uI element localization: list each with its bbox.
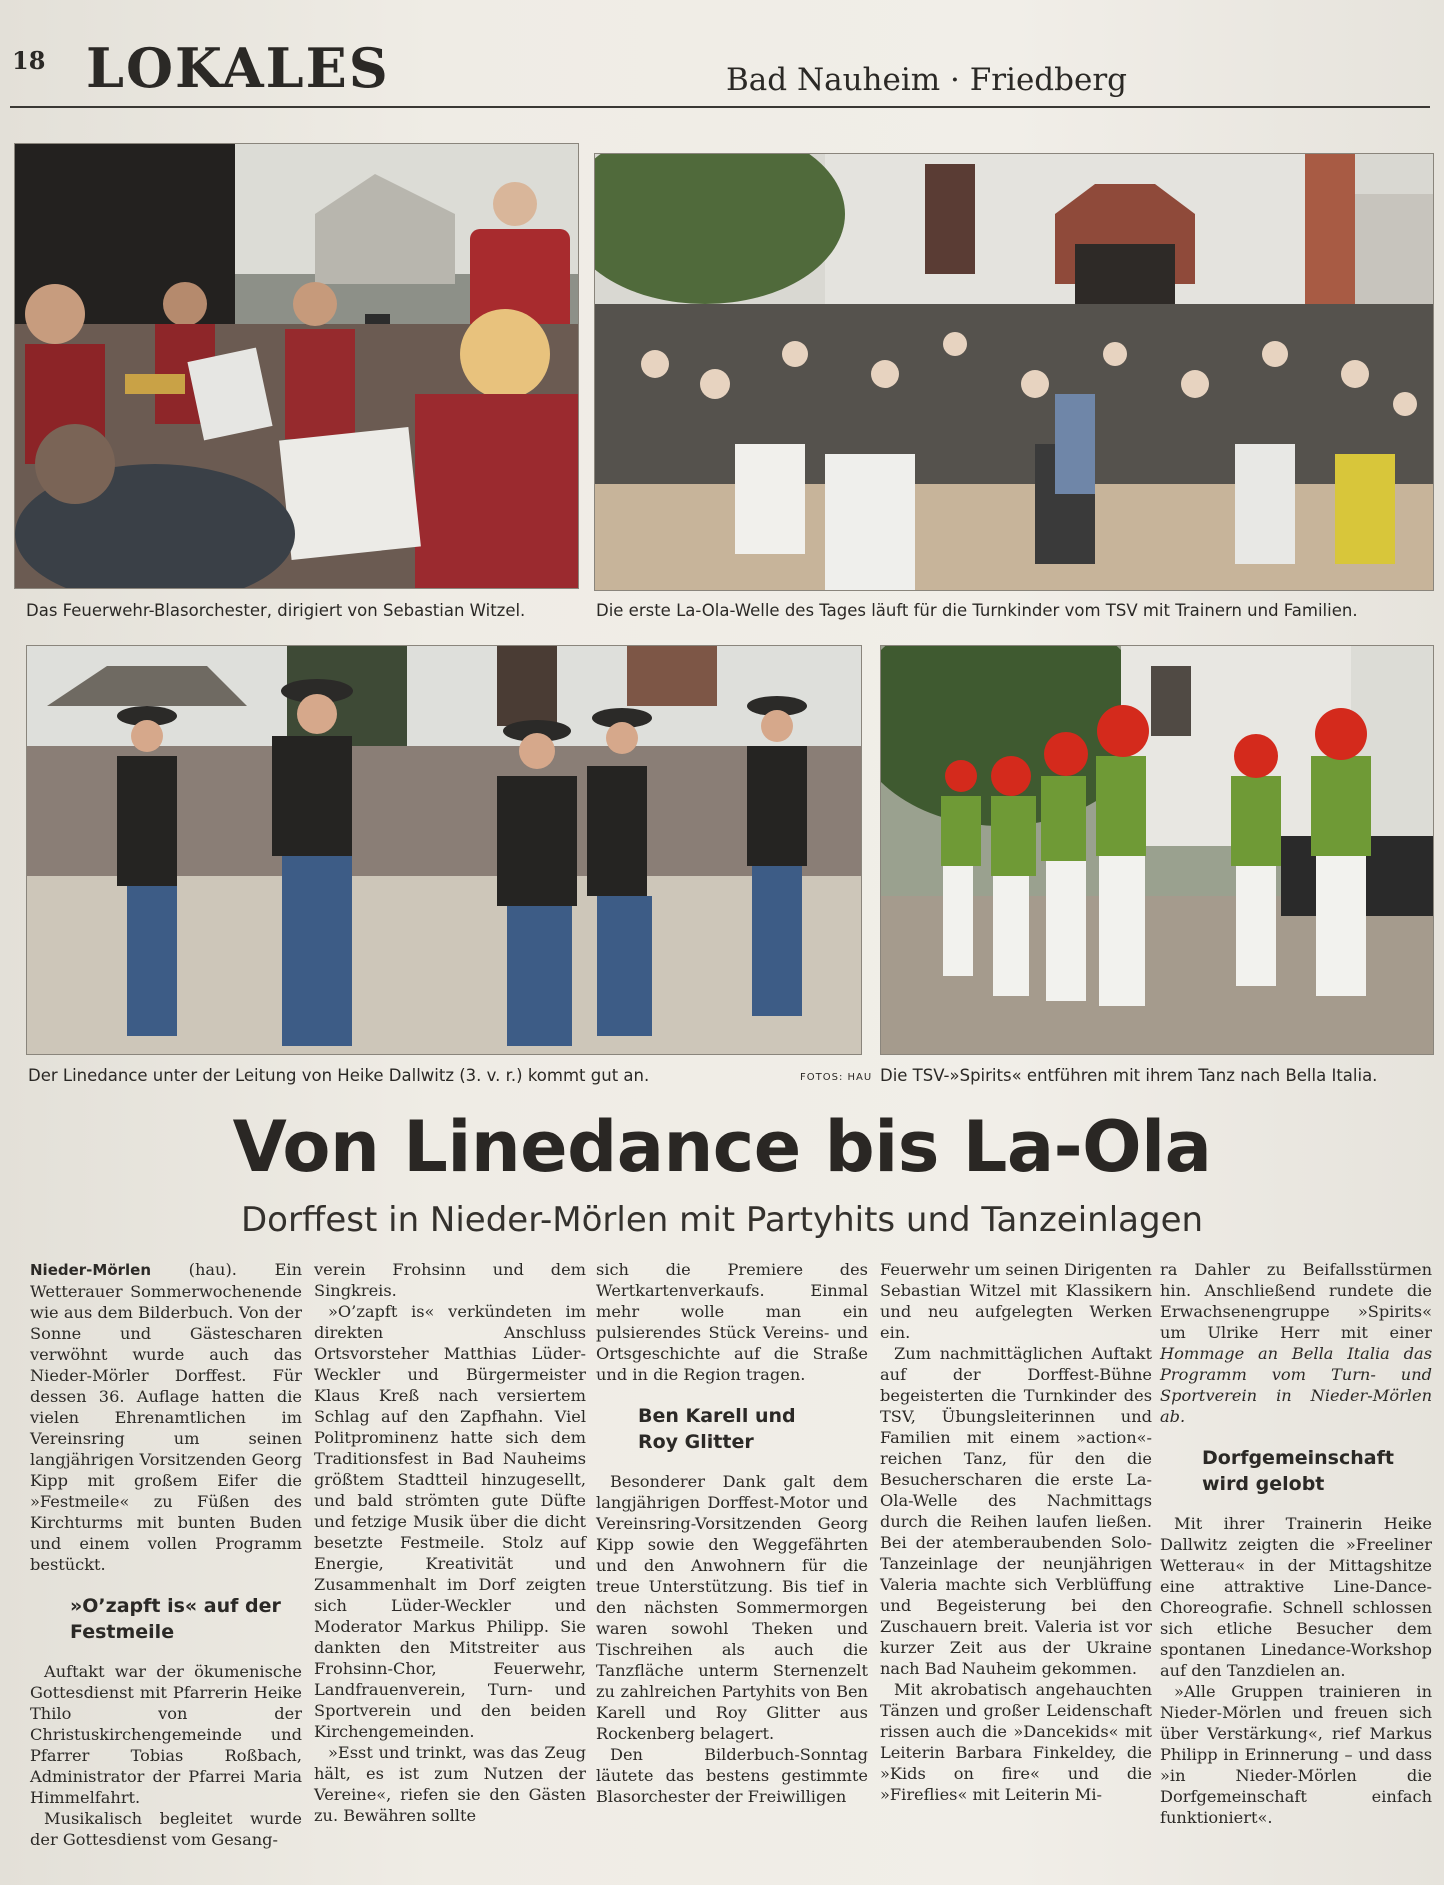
paragraph: verein Frohsinn und dem Singkreis.: [314, 1260, 586, 1300]
article-column-5: [1160, 1259, 1432, 1828]
paragraph: Nieder-Mörlen (hau). Ein Wetterauer Sommerwochenende wie aus dem Bilderbuch. Von der Sonne und Gästescharen verwöhnt wurde auch das Nieder-Mörler Dorffest. Für dessen 36. Auflage hatten die vielen Ehrenamtlichen im Vereinsring um seinen langjährigen Vorsitzenden Georg Kipp mit großem Eifer die »Festmeile« zu Füßen des Kirchturms mit bunten Buden und einem vollen Programm bestückt.: [30, 1260, 302, 1574]
paragraph: Mit akrobatisch angehauchten Tänzen und großer Leidenschaft rissen auch die »Dancekids« mit Leiterin Barbara Finkeldey, die »Kids on fire« und die »Fireflies« mit Leiterin Mi-: [880, 1680, 1152, 1804]
spirits-image: [881, 646, 1433, 1054]
paragraph: »Alle Gruppen trainieren in Nieder-Mörlen und freuen sich über Verstärkung«, rief Markus Philipp in Erinnerung – und dass »in Nieder-Mörlen die Dorfgemeinschaft einfach funktioniert«.: [1160, 1682, 1432, 1827]
article-headline: Von Linedance bis La-Ola: [232, 1106, 1212, 1188]
caption-la-ola: Die erste La-Ola-Welle des Tages läuft für die Turnkinder vom TSV mit Trainern und Familien.: [596, 601, 1358, 620]
photo-credit: FOTOS: HAU: [800, 1072, 873, 1083]
photo-spirits: [880, 645, 1434, 1055]
paragraph: Besonderer Dank galt dem langjährigen Dorffest-Motor und Vereinsring-Vorsitzenden Georg Kipp sowie den Weggefährten und den Anwohnern für die treue Unterstützung. Bis tief in den nächsten Sommermorgen waren sowohl Theken und Tischreihen als auch die Tanzfläche unterm Sternenzelt zu zahlreichen Partyhits von Ben Karell und Roy Glitter aus Rockenberg belagert.: [596, 1472, 868, 1743]
paragraph: sich die Premiere des Wertkartenverkaufs. Einmal mehr wolle man ein pulsierendes Stück Vereins- und Ortsgeschichte auf die Straße und in die Region tragen.: [596, 1260, 868, 1384]
la-ola-crowd-image: [595, 154, 1433, 590]
dateline: Nieder-Mörlen: [30, 1261, 152, 1279]
paragraph: »Esst und trinkt, was das Zeug hält, es ist zum Nutzen der Vereine«, riefen sie den Gästen zu. Bewähren sollte: [314, 1743, 586, 1825]
article-column-1: [30, 1259, 302, 1850]
article-column-2: [314, 1259, 586, 1826]
page-number: 18: [12, 46, 46, 75]
article-column-4: [880, 1259, 1152, 1805]
caption-spirits: Die TSV-»Spirits« entführen mit ihrem Tanz nach Bella Italia.: [880, 1066, 1378, 1085]
header-rule: [10, 106, 1430, 108]
section-title: LOKALES: [86, 36, 390, 100]
photo-linedance: [26, 645, 862, 1055]
caption-brass-band: Das Feuerwehr-Blasorchester, dirigiert von Sebastian Witzel.: [26, 601, 526, 620]
article-subheadline: Dorffest in Nieder-Mörlen mit Partyhits und Tanzeinlagen: [240, 1200, 1204, 1240]
paragraph: ra Dahler zu Beifallsstürmen hin. Anschließend rundete die Erwachsenengruppe »Spirits« um Ulrike Herr mit einer Hommage an Bella Italia das Programm vom Turn- und Sportverein in Nieder-Mörlen ab.: [1160, 1260, 1432, 1426]
linedance-image: [27, 646, 861, 1054]
region-label: Bad Nauheim · Friedberg: [726, 62, 1128, 98]
subhead-ozapft: »O’zapft is« auf der Festmeile: [70, 1595, 281, 1643]
subhead-ben-karell: Ben Karell und Roy Glitter: [638, 1405, 796, 1453]
brass-band-image: [15, 144, 578, 588]
photo-la-ola-crowd: [594, 153, 1434, 591]
paragraph: Feuerwehr um seinen Dirigenten Sebastian Witzel mit Klassikern und neu aufgelegten Werken ein.: [880, 1260, 1152, 1342]
paragraph: Musikalisch begleitet wurde der Gottesdienst vom Gesang-: [30, 1809, 302, 1849]
subhead-dorfgemeinschaft: Dorfgemeinschaft wird gelobt: [1202, 1447, 1394, 1495]
article-column-3: [596, 1259, 868, 1807]
paragraph: »O’zapft is« verkündeten im direkten Anschluss Ortsvorsteher Matthias Lüder-Weckler und Bürgermeister Klaus Kreß nach versiertem Schlag auf den Zapfhahn. Viel Politprominenz hatte sich dem Traditionsfest in Bad Nauheims größtem Stadtteil hinzugesellt, und bald strömten gute Düfte und fetzige Musik über die dicht besetzte Festmeile. Stolz auf Energie, Kreativität und Zusammenhalt im Dorf zeigten sich Lüder-Weckler und Moderator Markus Philipp. Sie dankten den Mitstreiter aus Frohsinn-Chor, Feuerwehr, Landfrauenverein, Turn- und Sportverein und den beiden Kirchengemeinden.: [314, 1302, 586, 1741]
paragraph: Auftakt war der ökumenische Gottesdienst mit Pfarrerin Heike Thilo von der Christuskirchengemeinde und Pfarrer Tobias Roßbach, Administrator der Pfarrei Maria Himmelfahrt.: [30, 1662, 302, 1807]
paragraph: Mit ihrer Trainerin Heike Dallwitz zeigten die »Freeliner Wetterau« in der Mittagshitze eine attraktive Line-Dance-Choreografie. Schnell schlossen sich etliche Besucher dem spontanen Linedance-Workshop auf den Tanzdielen an.: [1160, 1514, 1432, 1680]
caption-linedance: Der Linedance unter der Leitung von Heike Dallwitz (3. v. r.) kommt gut an.: [28, 1066, 650, 1085]
photo-brass-band: [14, 143, 579, 589]
paragraph: Zum nachmittäglichen Auftakt auf der Dorffest-Bühne begeisterten die Turnkinder des TSV, Übungsleiterinnen und Familien mit einem »action«-reichen Tanz, für den die Besucherscharen die erste La-Ola-Welle des Nachmittags durch die Reihen laufen ließen. Bei der atemberaubenden Solo-Tanzeinlage der neunjährigen Valeria machte sich Verblüffung und Begeisterung bei den Zuschauern breit. Valeria ist vor kurzer Zeit aus der Ukraine nach Bad Nauheim gekommen.: [880, 1344, 1152, 1678]
paragraph: Den Bilderbuch-Sonntag läutete das bestens gestimmte Blasorchester der Freiwilligen: [596, 1745, 868, 1806]
